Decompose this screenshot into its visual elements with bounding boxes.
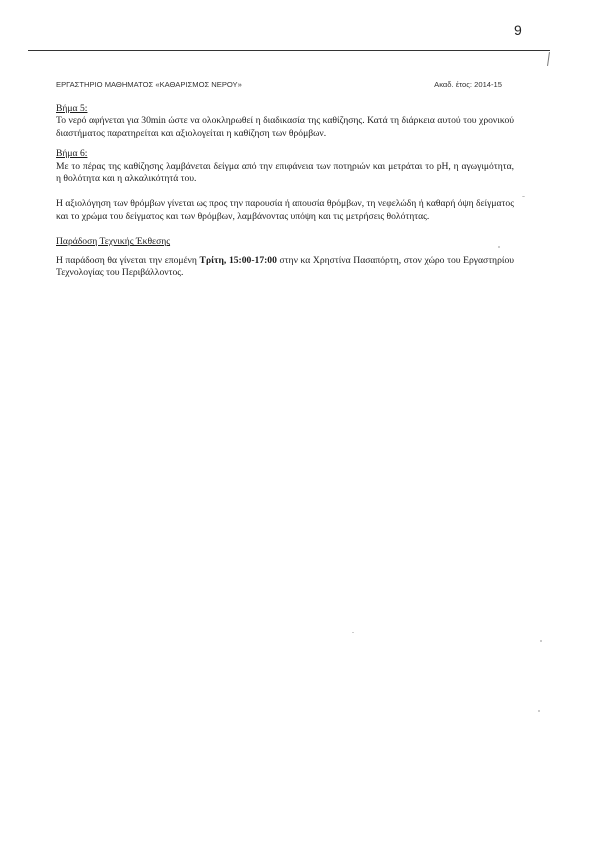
header-course-title: ΕΡΓΑΣΤΗΡΙΟ ΜΑΘΗΜΑΤΟΣ «ΚΑΘΑΡΙΣΜΟΣ ΝΕΡΟΥ» xyxy=(56,80,242,89)
document-body xyxy=(56,103,514,279)
scan-speck xyxy=(538,710,540,712)
scan-speck xyxy=(352,632,354,633)
header-rule xyxy=(28,50,550,51)
step5-paragraph: Το νερό αφήνεται για 30min ώστε να ολοκληρωθεί η διαδικασία της καθίζησης. Κατά τη διάρκεια αυτού του χρονικού διαστήματος παρατηρείται και αξιολογείται η καθίζηση των θρόμβων. xyxy=(56,115,514,139)
step6-paragraph: Με το πέρας της καθίζησης λαμβάνεται δείγμα από την επιφάνεια των ποτηριών και μετράται το pH, η αγωγιμότητα, η θολότητα και η αλκαλικότητά του. xyxy=(56,160,514,185)
delivery-text-after: στην κα Χρηστίνα Πασαπόρτη, στον χώρο του Εργαστηρίου Τεχνολογίας του Περιβάλλοντος. xyxy=(56,254,514,279)
scan-speck xyxy=(522,196,525,197)
step6-title: Βήμα 6: xyxy=(56,148,88,160)
delivery-section-title: Παράδοση Τεχνικής Έκθεσης xyxy=(56,236,171,248)
scan-edge-mark xyxy=(547,52,550,66)
evaluation-paragraph: Η αξιολόγηση των θρόμβων γίνεται ως προς την παρουσία ή απουσία θρόμβων, τη νεφελώδη ή καθαρή όψη δείγματος και το χρώμα του δείγματος και των θρόμβων, λαμβάνοντας υπόψη και τις μετρήσεις θολότητας. xyxy=(56,198,514,222)
scan-speck xyxy=(540,640,542,642)
scan-speck xyxy=(498,246,500,248)
step5-title: Βήμα 5: xyxy=(56,103,88,114)
delivery-text-before: Η παράδοση θα γίνεται την επομένη xyxy=(56,254,200,266)
delivery-paragraph xyxy=(56,255,514,280)
page-number: 9 xyxy=(514,22,522,38)
delivery-day-time: Τρίτη, 15:00-17:00 xyxy=(199,254,277,266)
document-header xyxy=(56,80,502,89)
header-academic-year: Ακαδ. έτος: 2014-15 xyxy=(434,80,502,89)
